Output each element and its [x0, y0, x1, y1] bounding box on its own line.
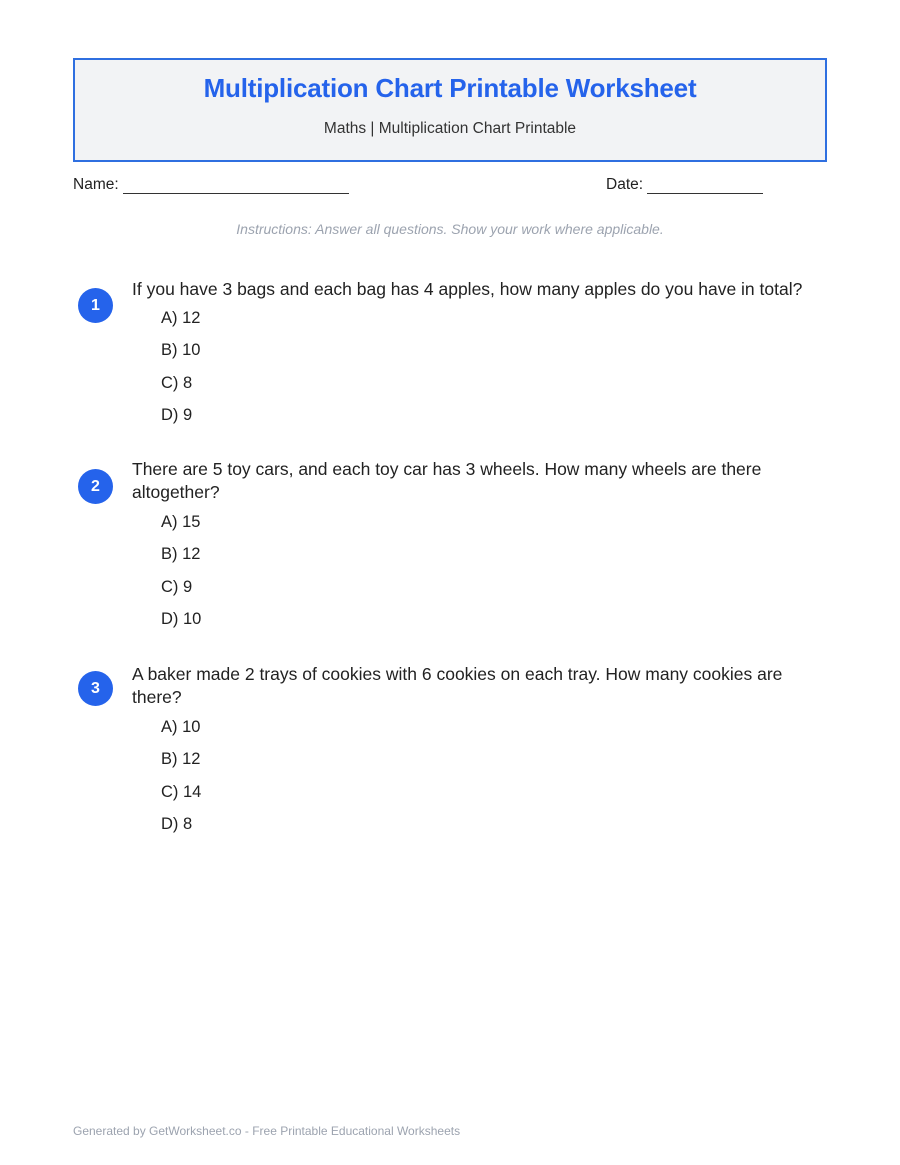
date-field: [606, 176, 763, 194]
question-number-badge: 1: [78, 288, 113, 323]
answer-option-b: B) 12: [161, 545, 201, 564]
answer-option-c: C) 9: [161, 577, 193, 596]
instructions-text: Instructions: Answer all questions. Show your work where applicable.: [236, 221, 664, 237]
answer-option-d: D) 10: [161, 610, 202, 629]
worksheet-title: Multiplication Chart Printable Worksheet: [203, 73, 697, 103]
name-label: Name:: [73, 176, 119, 193]
date-blank-line[interactable]: [647, 180, 763, 194]
answer-option-b: B) 12: [161, 750, 201, 769]
answer-option-a: A) 10: [161, 718, 201, 736]
answer-option-a: A) 15: [161, 513, 201, 531]
date-label: Date:: [606, 176, 644, 193]
name-field: [73, 176, 349, 194]
question-number-badge: 2: [78, 469, 113, 504]
question-text: If you have 3 bags and each bag has 4 apples, how many apples do you have in total?: [132, 279, 803, 299]
worksheet-subtitle: Maths | Multiplication Chart Printable: [323, 120, 577, 137]
question-number-badge: 3: [78, 671, 113, 706]
footer-credit: Generated by GetWorksheet.co - Free Printable Educational Worksheets: [73, 1124, 461, 1138]
question-text: There are 5 toy cars, and each toy car has 3 wheels. How many wheels are there altogether?: [132, 459, 762, 502]
answer-option-d: D) 9: [161, 406, 193, 425]
answer-option-a: A) 12: [161, 309, 201, 327]
answer-options: [161, 308, 200, 438]
name-blank-line[interactable]: [123, 180, 349, 194]
answer-option-c: C) 14: [161, 782, 202, 801]
answer-option-c: C) 8: [161, 373, 193, 392]
worksheet-header: [73, 58, 827, 162]
answer-options: [161, 512, 201, 642]
answer-option-b: B) 10: [161, 341, 201, 360]
answer-options: [161, 717, 201, 847]
question-text: A baker made 2 trays of cookies with 6 cookies on each tray. How many cookies are there?: [132, 664, 783, 707]
answer-option-d: D) 8: [161, 815, 193, 834]
